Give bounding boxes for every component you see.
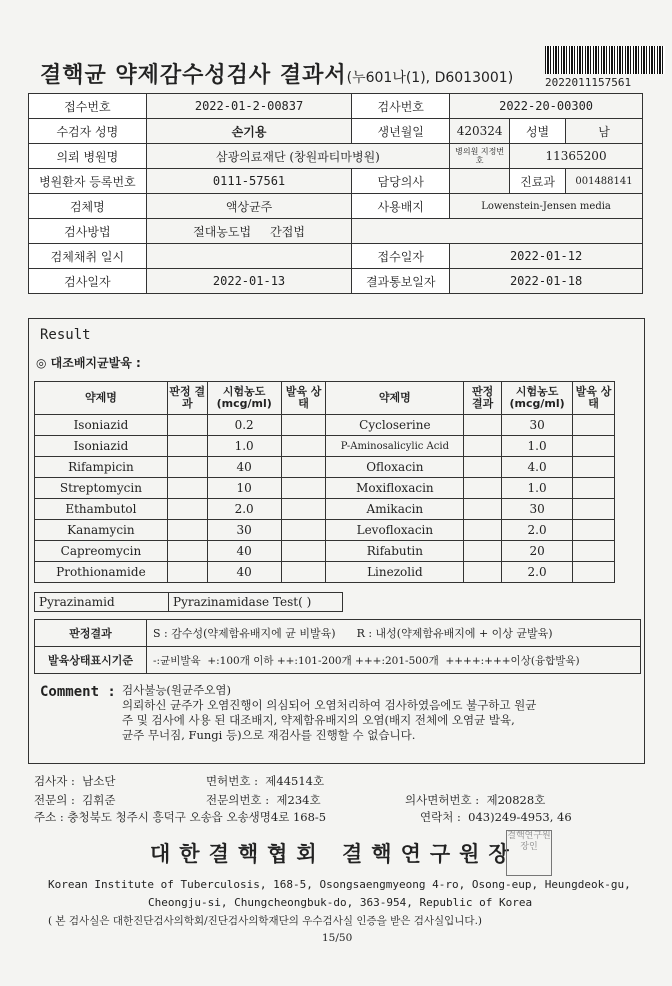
table-row: [35, 415, 615, 436]
patient-name: 손기용: [146, 119, 352, 144]
judgment-cell: [464, 562, 502, 583]
comment-line: 균주 무너짐, Fungi 등)으로 재검사를 진행할 수 없습니다.: [122, 728, 416, 742]
test-date: 2022-01-13: [146, 269, 352, 294]
judgment-cell: [167, 478, 207, 499]
specimen-label: 검체명: [29, 194, 147, 219]
method-values: [146, 219, 352, 244]
specialist-no-label: 전문의번호 :: [206, 793, 270, 807]
sex-value: 남: [565, 119, 642, 144]
drug-name: Linezolid: [326, 562, 464, 583]
judgment-cell: [167, 415, 207, 436]
barcode-image: [545, 46, 665, 74]
receipt-no: 2022-01-2-00837: [146, 94, 352, 119]
judgment-cell: [167, 520, 207, 541]
drug-name: Kanamycin: [35, 520, 168, 541]
concentration-cell: 2.0: [207, 499, 281, 520]
doctor-value: [450, 169, 510, 194]
growth-cell: [573, 541, 615, 562]
english-address-1: Korean Institute of Tuberculosis, 168-5, Osongsaengmyeong 4-ro, Osong-eup, Heungdeok-gu,: [48, 878, 631, 891]
test-no-label: 검사번호: [352, 94, 450, 119]
judgment-cell: [167, 457, 207, 478]
growth-cell: [281, 457, 326, 478]
dept-label: 진료과: [510, 169, 566, 194]
judgment-cell: [167, 499, 207, 520]
patient-name-label: 수검자 성명: [29, 119, 147, 144]
medium-value: Lowenstein-Jensen media: [450, 194, 643, 219]
comment-line: 검사불능(원균주오염): [122, 683, 231, 697]
drug-name: Rifabutin: [326, 541, 464, 562]
institute-name: 대한결핵협회 결핵연구원장: [150, 842, 518, 866]
report-date-label: 결과통보일자: [352, 269, 450, 294]
test-no: 2022-20-00300: [450, 94, 643, 119]
growth-cell: [281, 415, 326, 436]
judgment-cell: [464, 541, 502, 562]
hospital-code-label: 병의원 지정번호: [450, 144, 510, 169]
drug-name: Moxifloxacin: [326, 478, 464, 499]
drug-name: Isoniazid: [35, 436, 168, 457]
method-label: 검사방법: [29, 219, 147, 244]
concentration-cell: 1.0: [502, 478, 573, 499]
drug-col-header-right: 약제명: [326, 382, 464, 415]
license-line: [206, 773, 324, 789]
hospital-name: 삼광의료재단 (창원파티마병원): [146, 144, 449, 169]
growth-cell: [573, 520, 615, 541]
concentration-cell: 30: [502, 499, 573, 520]
concentration-cell: 2.0: [502, 562, 573, 583]
growth-cell: [281, 520, 326, 541]
contact-line: [420, 809, 572, 825]
growth-cell: [281, 562, 326, 583]
growth-criteria: -:균비발육 +:100개 이하 ++:101-200개 +++:201-500개 ++++:+++이상(융합발육): [147, 647, 641, 674]
official-seal: 결핵연구원장인: [506, 830, 552, 876]
comment-line: 의뢰하신 균주가 오염진행이 의심되어 오염처리하여 검사하였음에도 불구하고 원균: [122, 698, 537, 712]
drug-table: [34, 381, 615, 583]
drug-name: Capreomycin: [35, 541, 168, 562]
specialist-name: 김휘준: [82, 793, 116, 807]
drug-name: Cycloserine: [326, 415, 464, 436]
table-row: [35, 478, 615, 499]
title-text: 결핵균 약제감수성검사 결과서: [40, 63, 347, 88]
drug-col-header: 약제명: [35, 382, 168, 415]
judgment-cell: [167, 541, 207, 562]
growth-cell: [573, 415, 615, 436]
tester-line: [34, 773, 116, 789]
drug-name: Streptomycin: [35, 478, 168, 499]
drug-name: Prothionamide: [35, 562, 168, 583]
test-date-label: 검사일자: [29, 269, 147, 294]
growth-cell: [281, 541, 326, 562]
table-row: [35, 499, 615, 520]
growth-col-header-right: 발육 상태: [573, 382, 615, 415]
judgment-r: R : 내성(약제함유배지에 + 이상 균발육): [356, 627, 553, 640]
doctor-license-label: 의사면허번호 :: [405, 793, 480, 807]
concentration-cell: 1.0: [502, 436, 573, 457]
contact-value: 043)249-4953, 46: [468, 810, 572, 824]
specimen-value: 액상균주: [146, 194, 352, 219]
drug-name: Levofloxacin: [326, 520, 464, 541]
concentration-cell: 40: [207, 457, 281, 478]
medium-label: 사용배지: [352, 194, 450, 219]
table-row: [35, 457, 615, 478]
hospital-label: 의뢰 병원명: [29, 144, 147, 169]
drug-name: Rifampicin: [35, 457, 168, 478]
concentration-cell: 20: [502, 541, 573, 562]
judgment-table: [34, 619, 641, 674]
growth-criteria-label: 발육상태표시기준: [35, 647, 147, 674]
conc-col-header-right: 시험농도 (mcg/ml): [502, 382, 573, 415]
method-1: 절대농도법: [193, 224, 252, 239]
tester-label: 검사자 :: [34, 774, 75, 788]
pyrazinamid-test: Pyrazinamidase Test( ): [169, 593, 343, 612]
address-line: [34, 809, 326, 825]
concentration-cell: 1.0: [207, 436, 281, 457]
growth-cell: [573, 436, 615, 457]
result-heading: Result: [40, 327, 91, 343]
birth-value: 420324: [450, 119, 510, 144]
judgment-cell: [464, 520, 502, 541]
concentration-cell: 2.0: [502, 520, 573, 541]
control-growth-label: ◎ 대조배지균발육 :: [36, 356, 141, 370]
birth-label: 생년월일: [352, 119, 450, 144]
judgment-col-header: 판정 결과: [167, 382, 207, 415]
concentration-cell: 0.2: [207, 415, 281, 436]
patient-info-table: [28, 93, 643, 294]
growth-cell: [573, 478, 615, 499]
address-value: 충청북도 청주시 흥덕구 오송읍 오송생명4로 168-5: [67, 810, 327, 824]
contact-label: 연락처 :: [420, 810, 461, 824]
judgment-col-header-right: 판정 결과: [464, 382, 502, 415]
drug-table-body: [35, 415, 615, 583]
specialist-no-line: [206, 792, 321, 808]
judgment-cell: [464, 499, 502, 520]
table-row: [35, 562, 615, 583]
drug-name: P-Aminosalicylic Acid: [326, 436, 464, 457]
license-value: 제44514호: [265, 774, 325, 788]
address-label: 주소 :: [34, 810, 64, 824]
judgment-cell: [167, 562, 207, 583]
concentration-cell: 40: [207, 541, 281, 562]
comment-label: Comment :: [40, 684, 116, 700]
table-row: [35, 520, 615, 541]
hospital-code: 11365200: [510, 144, 643, 169]
judgment-cell: [464, 478, 502, 499]
judgment-label: 판정결과: [35, 620, 147, 647]
growth-cell: [281, 478, 326, 499]
growth-cell: [573, 499, 615, 520]
reg-no-label: 병원환자 등록번호: [29, 169, 147, 194]
specialist-no: 제234호: [276, 793, 321, 807]
collect-date-label: 검체채취 일시: [29, 244, 147, 269]
judgment-cell: [464, 457, 502, 478]
growth-col-header: 발육 상태: [281, 382, 326, 415]
doctor-label: 담당의사: [352, 169, 450, 194]
judgment-cell: [464, 436, 502, 457]
concentration-cell: 10: [207, 478, 281, 499]
table-row: [35, 541, 615, 562]
pyrazinamid-label: Pyrazinamid: [35, 593, 169, 612]
judgment-legend: [147, 620, 641, 647]
receive-date-label: 접수일자: [352, 244, 450, 269]
judgment-cell: [464, 415, 502, 436]
growth-cell: [573, 457, 615, 478]
title-code: (누601나(1), D6013001): [346, 70, 514, 86]
english-address-2: Cheongju-si, Chungcheongbuk-do, 363-954, Republic of Korea: [148, 896, 533, 909]
doctor-license-line: [405, 792, 545, 808]
concentration-cell: 30: [207, 520, 281, 541]
comment-line: 주 및 검사에 사용 된 대조배지, 약제함유배지의 오염(배지 전체에 오염균 발육,: [122, 713, 515, 727]
concentration-cell: 4.0: [502, 457, 573, 478]
receipt-no-label: 접수번호: [29, 94, 147, 119]
page-number: 15/50: [322, 932, 353, 944]
drug-name: Amikacin: [326, 499, 464, 520]
report-title: [40, 58, 513, 89]
dept-value: 001488141: [565, 169, 642, 194]
receive-date: 2022-01-12: [450, 244, 643, 269]
judgment-cell: [167, 436, 207, 457]
method-2: 간접법: [270, 224, 305, 239]
tester-name: 남소단: [82, 774, 116, 788]
comment-text: [122, 683, 632, 743]
report-date: 2022-01-18: [450, 269, 643, 294]
license-label: 면허번호 :: [206, 774, 258, 788]
drug-name: Ofloxacin: [326, 457, 464, 478]
reg-no: 0111-57561: [146, 169, 352, 194]
concentration-cell: 30: [502, 415, 573, 436]
certification-note: ( 본 검사실은 대한진단검사의학회/진단검사의학재단의 우수검사실 인증을 받은 검사실입니다.): [48, 915, 483, 927]
barcode-number: 2022011157561: [545, 76, 632, 89]
doctor-license: 제20828호: [486, 793, 546, 807]
pyrazinamid-table: [34, 592, 343, 612]
method-empty: [352, 219, 643, 244]
collect-date: [146, 244, 352, 269]
growth-cell: [573, 562, 615, 583]
growth-cell: [281, 499, 326, 520]
conc-col-header: 시험농도 (mcg/ml): [207, 382, 281, 415]
sex-label: 성별: [510, 119, 566, 144]
growth-cell: [281, 436, 326, 457]
drug-name: Isoniazid: [35, 415, 168, 436]
judgment-s: S : 감수성(약제함유배지에 균 비발육): [153, 627, 336, 640]
specialist-line: [34, 792, 116, 808]
specialist-label: 전문의 :: [34, 793, 75, 807]
table-row: [35, 436, 615, 457]
concentration-cell: 40: [207, 562, 281, 583]
drug-name: Ethambutol: [35, 499, 168, 520]
